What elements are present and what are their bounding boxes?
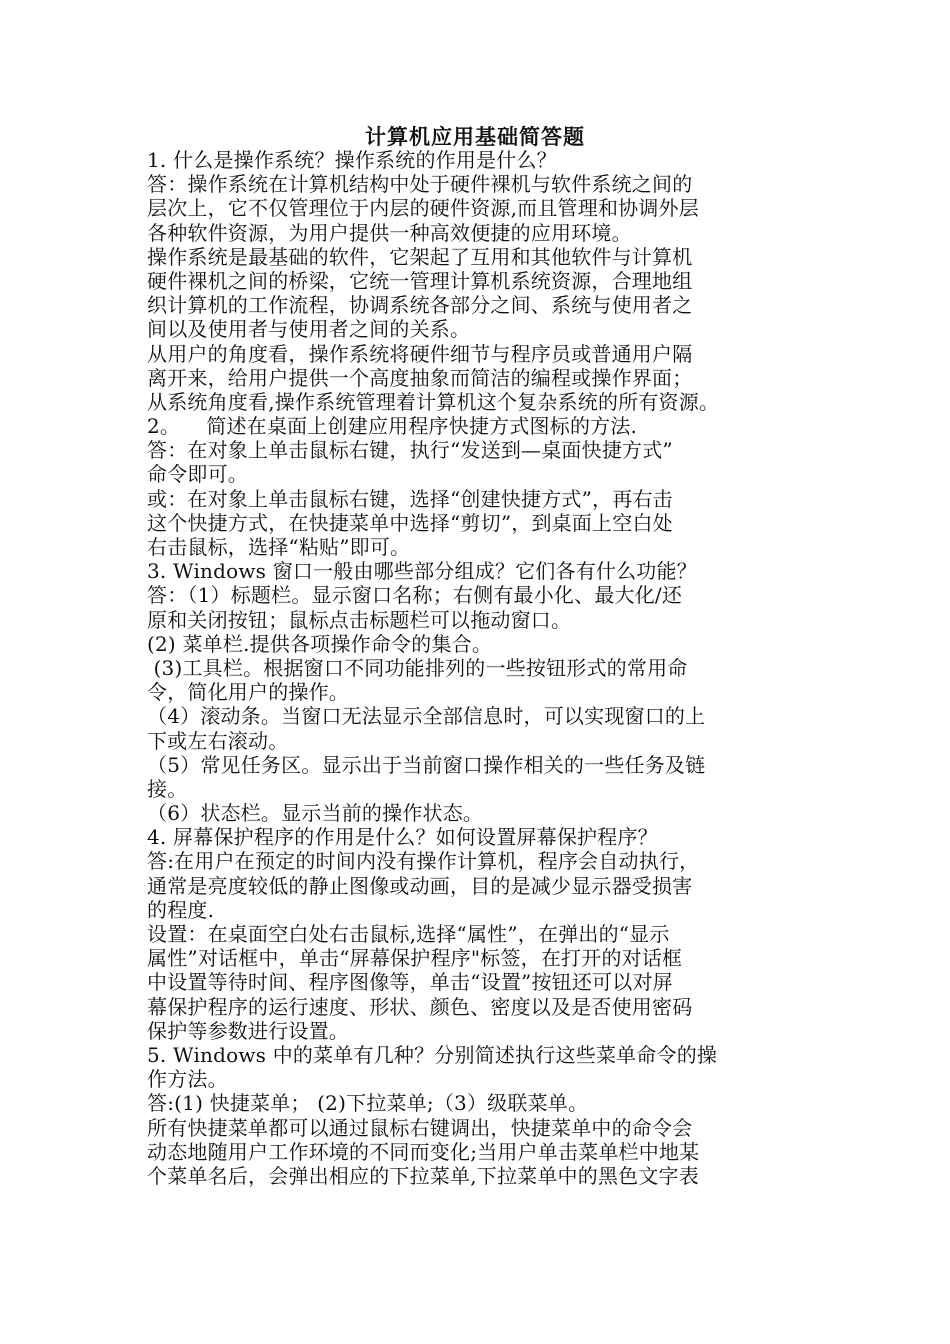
text-line: 或：在对象上单击鼠标右键，选择“创建快捷方式”，再右击 — [147, 486, 673, 511]
text-line: 答：（1）标题栏。显示窗口名称；右侧有最小化、最大化/还 — [147, 583, 683, 608]
text-line: 命令即可。 — [147, 462, 248, 487]
text-line: 设置：在桌面空白处右击鼠标,选择“属性”，在弹出的“显示 — [147, 922, 670, 946]
text-line: 操作系统是最基础的软件，它架起了互用和其他软件与计算机 — [147, 244, 693, 269]
text-line: 答：在对象上单击鼠标右键，执行“发送到—桌面快捷方式” — [147, 438, 673, 463]
text-line: 所有快捷菜单都可以通过鼠标右键调出，快捷菜单中的命令会 — [147, 1115, 693, 1140]
text-line: （4）滚动条。当窗口无法显示全部信息时，可以实现窗口的上 — [147, 704, 706, 729]
text-line: 答:在用户在预定的时间内没有操作计算机，程序会自动执行， — [147, 849, 700, 874]
text-line: 答:(1) 快捷菜单； (2)下拉菜单;（3）级联菜单。 — [147, 1091, 589, 1116]
text-line: 离开来，给用户提供一个高度抽象而简洁的编程或操作界面； — [147, 365, 693, 390]
text-line: 原和关闭按钮；鼠标点击标题栏可以拖动窗口。 — [147, 607, 572, 632]
text-line: 这个快捷方式，在快捷菜单中选择“剪切”，到桌面上空白处 — [147, 510, 673, 535]
text-line: 从系统角度看,操作系统管理着计算机这个复杂系统的所有资源。 — [147, 389, 720, 414]
text-line: 间以及使用者与使用者之间的关系。 — [147, 317, 471, 342]
text-line: 属性”对话框中，单击“屏幕保护程序"标签，在打开的对话框 — [147, 946, 683, 971]
text-line: 动态地随用户工作环境的不同而变化;当用户单击菜单栏中地某 — [147, 1139, 700, 1164]
text-line: 4. 屏幕保护程序的作用是什么？如何设置屏幕保护程序？ — [147, 825, 658, 850]
text-line: 通常是亮度较低的静止图像或动画，目的是减少显示器受损害 — [147, 873, 693, 898]
text-line: (2) 菜单栏.提供各项操作命令的集合。 — [147, 631, 493, 656]
text-line: 作方法。 — [147, 1067, 228, 1092]
text-line: 层次上，它不仅管理位于内层的硬件资源,而且管理和协调外层 — [147, 196, 699, 221]
text-line: 硬件裸机之间的桥梁，它统一管理计算机系统资源，合理地组 — [147, 268, 693, 293]
text-line: 5. Windows 中的菜单有几种？分别简述执行这些菜单命令的操 — [147, 1042, 718, 1067]
text-line: 个菜单名后，会弹出相应的下拉菜单,下拉菜单中的黑色文字表 — [147, 1163, 699, 1188]
text-line: 右击鼠标，选择“粘贴”即可。 — [147, 535, 411, 559]
text-line: （6）状态栏。显示当前的操作状态。 — [147, 801, 484, 826]
text-line: 答：操作系统在计算机结构中处于硬件裸机与软件系统之间的 — [147, 172, 693, 197]
text-line: 保护等参数进行设置。 — [147, 1018, 349, 1043]
text-line: （5）常见任务区。显示出于当前窗口操作相关的一些任务及链 — [147, 752, 706, 777]
document-body — [147, 148, 817, 1188]
text-line: (3)工具栏。根据窗口不同功能排列的一些按钮形式的常用命 — [147, 655, 688, 680]
text-line: 接。 — [147, 776, 188, 801]
text-line: 2。 简述在桌面上创建应用程序快捷方式图标的方法. — [147, 414, 638, 439]
text-line: 织计算机的工作流程，协调系统各部分之间、系统与使用者之 — [147, 293, 693, 318]
text-line: 1. 什么是操作系统？操作系统的作用是什么？ — [147, 148, 557, 172]
text-line: 的程度. — [147, 897, 215, 922]
page-title: 计算机应用基础简答题 — [365, 125, 585, 149]
text-line: 3. Windows 窗口一般由哪些部分组成？它们各有什么功能？ — [147, 559, 697, 584]
text-line: 幕保护程序的运行速度、形状、颜色、密度以及是否使用密码 — [147, 994, 693, 1019]
text-line: 下或左右滚动。 — [147, 728, 289, 753]
text-line: 中设置等待时间、程序图像等，单击“设置”按钮还可以对屏 — [147, 970, 673, 995]
text-line: 各种软件资源，为用户提供一种高效便捷的应用环境。 — [147, 220, 632, 245]
text-line: 令，简化用户的操作。 — [147, 680, 349, 705]
text-line: 从用户的角度看，操作系统将硬件细节与程序员或普通用户隔 — [147, 341, 693, 366]
